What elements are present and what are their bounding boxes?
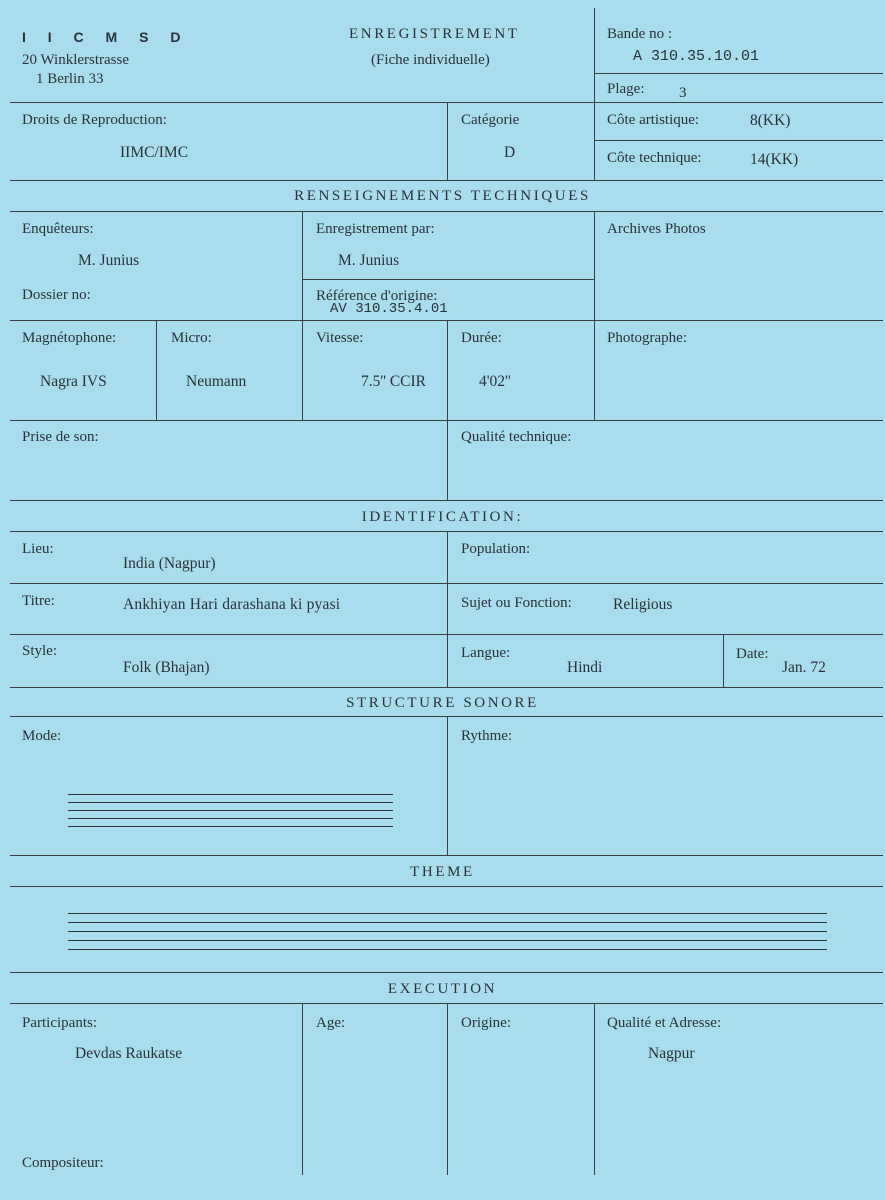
rule bbox=[303, 279, 595, 280]
plage-value: 3 bbox=[679, 85, 687, 101]
qualite-technique-label: Qualité technique: bbox=[461, 429, 572, 445]
rule bbox=[594, 102, 595, 180]
participants-label: Participants: bbox=[22, 1015, 97, 1031]
rule bbox=[10, 687, 883, 688]
cote-technique-value: 14(KK) bbox=[750, 151, 799, 168]
lieu-value: India (Nagpur) bbox=[123, 555, 216, 572]
date-value: Jan. 72 bbox=[782, 659, 826, 676]
rule bbox=[156, 320, 157, 420]
rule bbox=[447, 1003, 448, 1175]
duree-label: Durée: bbox=[461, 330, 502, 346]
sujet-label: Sujet ou Fonction: bbox=[461, 595, 572, 611]
photographe-label: Photographe: bbox=[607, 330, 687, 346]
section-theme: THEME bbox=[410, 864, 475, 880]
bande-value: A 310.35.10.01 bbox=[633, 48, 760, 65]
rule bbox=[594, 8, 595, 102]
rule bbox=[302, 1003, 303, 1175]
date-label: Date: bbox=[736, 646, 769, 662]
lieu-label: Lieu: bbox=[22, 541, 54, 557]
enregistrement-par-label: Enregistrement par: bbox=[316, 221, 435, 237]
vitesse-value: 7.5'' CCIR bbox=[361, 373, 427, 390]
prise-de-son-label: Prise de son: bbox=[22, 429, 99, 445]
form-title: ENREGISTREMENT bbox=[349, 26, 520, 42]
rule bbox=[447, 531, 448, 687]
participants-value: Devdas Raukatse bbox=[75, 1045, 183, 1062]
address-line-2: 1 Berlin 33 bbox=[36, 71, 104, 87]
rule bbox=[10, 886, 883, 887]
population-label: Population: bbox=[461, 541, 531, 557]
micro-label: Micro: bbox=[171, 330, 212, 346]
rule bbox=[595, 73, 883, 74]
categorie-label: Catégorie bbox=[461, 112, 520, 128]
origine-label: Origine: bbox=[461, 1015, 511, 1031]
magnetophone-value: Nagra IVS bbox=[40, 373, 107, 390]
rule bbox=[594, 1003, 595, 1175]
cote-technique-label: Côte technique: bbox=[607, 150, 702, 166]
langue-label: Langue: bbox=[461, 645, 511, 661]
rule bbox=[595, 140, 883, 141]
archives-photos-label: Archives Photos bbox=[607, 221, 706, 237]
rule bbox=[10, 500, 883, 501]
rule bbox=[10, 855, 883, 856]
org-name: I I C M S D bbox=[22, 29, 190, 45]
sujet-value: Religious bbox=[613, 596, 673, 613]
dossier-label: Dossier no: bbox=[22, 287, 91, 303]
magnetophone-label: Magnétophone: bbox=[22, 330, 117, 346]
duree-value: 4'02'' bbox=[479, 373, 511, 390]
style-label: Style: bbox=[22, 643, 58, 659]
qualite-adresse-value: Nagpur bbox=[648, 1045, 695, 1062]
section-renseignements: RENSEIGNEMENTS TECHNIQUES bbox=[294, 188, 591, 204]
compositeur-label: Compositeur: bbox=[22, 1155, 104, 1171]
reference-value: AV 310.35.4.01 bbox=[330, 301, 448, 317]
enqueteurs-label: Enquêteurs: bbox=[22, 221, 94, 237]
vitesse-label: Vitesse: bbox=[316, 330, 364, 346]
rythme-label: Rythme: bbox=[461, 728, 513, 744]
rule bbox=[10, 211, 883, 212]
form-subtitle: (Fiche individuelle) bbox=[371, 52, 490, 68]
micro-value: Neumann bbox=[186, 373, 247, 390]
reference-label: Référence d'origine: bbox=[316, 288, 438, 304]
section-execution: EXECUTION bbox=[387, 981, 498, 997]
rule bbox=[594, 211, 595, 420]
mode-label: Mode: bbox=[22, 728, 62, 744]
enqueteurs-value: M. Junius bbox=[78, 252, 140, 269]
langue-value: Hindi bbox=[567, 659, 603, 676]
bande-label: Bande no : bbox=[607, 26, 672, 42]
rule bbox=[10, 972, 883, 973]
rule bbox=[447, 102, 448, 180]
droits-label: Droits de Reproduction: bbox=[22, 112, 167, 128]
cote-artistique-label: Côte artistique: bbox=[607, 112, 700, 128]
rule bbox=[723, 634, 724, 687]
titre-label: Titre: bbox=[22, 593, 55, 609]
rule bbox=[10, 180, 883, 181]
section-structure-sonore: STRUCTURE SONORE bbox=[346, 695, 539, 711]
categorie-value: D bbox=[504, 144, 516, 161]
rule bbox=[302, 211, 303, 420]
address-line-1: 20 Winklerstrasse bbox=[22, 52, 130, 68]
rule bbox=[447, 716, 448, 855]
cote-artistique-value: 8(KK) bbox=[750, 112, 791, 129]
plage-label: Plage: bbox=[607, 81, 645, 97]
section-identification: IDENTIFICATION: bbox=[361, 509, 524, 525]
enregistrement-par-value: M. Junius bbox=[338, 252, 400, 269]
rule bbox=[447, 320, 448, 500]
droits-value: IIMC/IMC bbox=[120, 144, 189, 161]
titre-value: Ankhiyan Hari darashana ki pyasi bbox=[123, 596, 341, 613]
style-value: Folk (Bhajan) bbox=[123, 659, 210, 676]
age-label: Age: bbox=[316, 1015, 346, 1031]
qualite-adresse-label: Qualité et Adresse: bbox=[607, 1015, 722, 1031]
